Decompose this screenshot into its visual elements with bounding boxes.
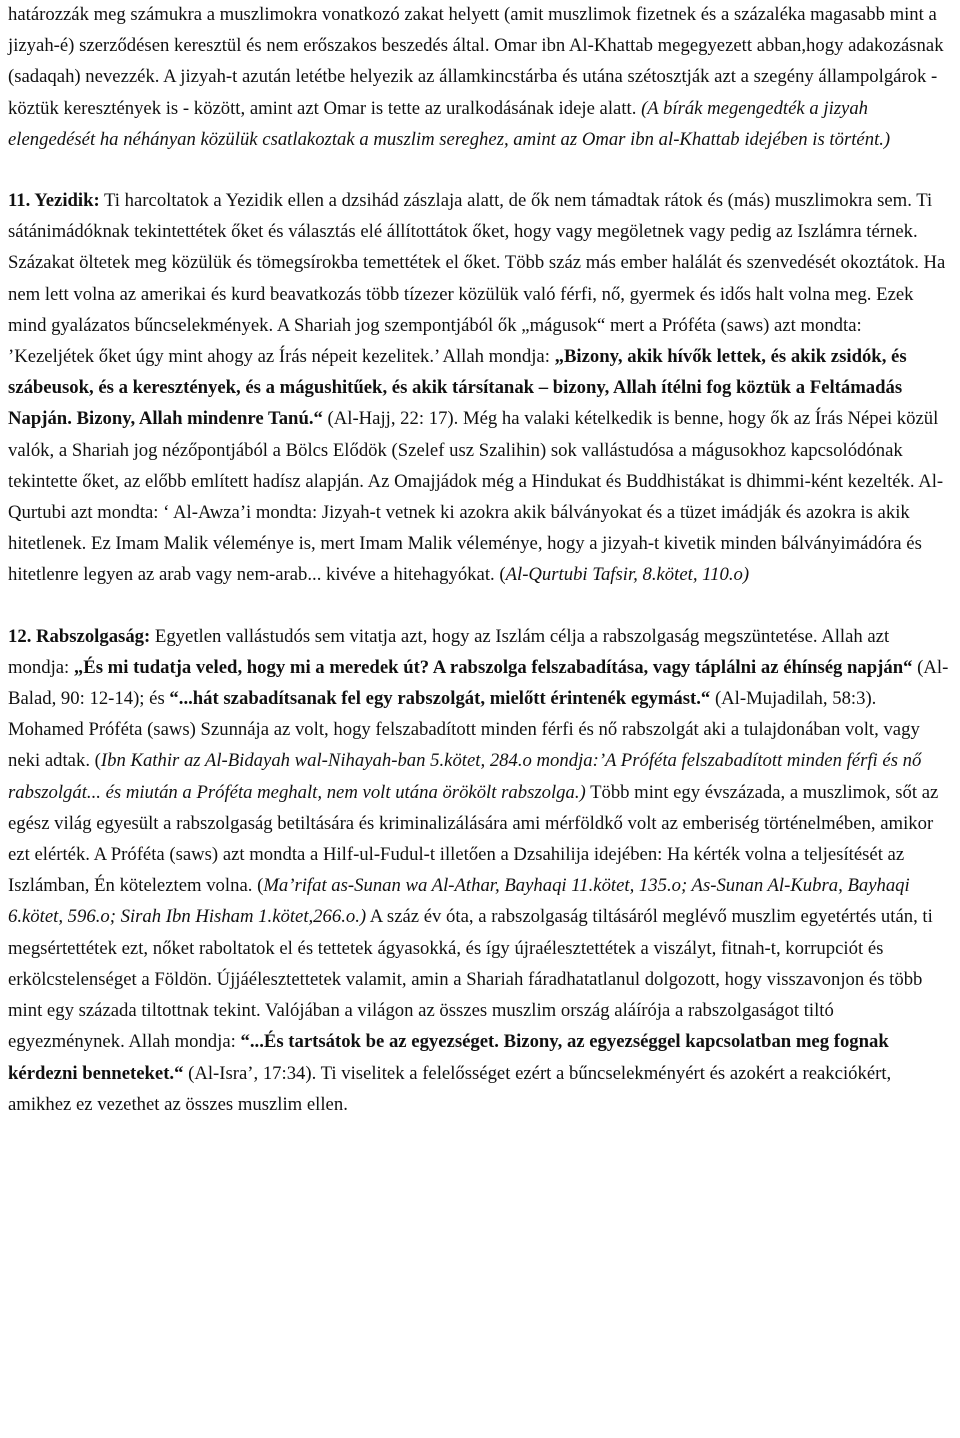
bold-text-run: „És mi tudatja veled, hogy mi a meredek út? A rabszolga felszabadítása, vagy táplálni az éhínség napján“ bbox=[73, 656, 913, 678]
text-run: Több mint egy évszázada, a muszlimok, sőt az egész világ egyesült a rabszolgaság betiltására és kriminalizálására ami mérföldkő volt az emberiség történelmében, amikor ezt elérték. A Próféta (saws) azt mondta a Hilf-ul-Fudul-t illetően a Dzsahilija idejében: Ha kérték volna a teljesítését az Iszlámban, Én köteleztem volna. ( bbox=[8, 781, 939, 897]
italic-text-run: Ibn Kathir az Al-Bidayah wal-Nihayah-ban 5.kötet, 284.o mondja:’A Próféta felszabadított minden férfi és nő rabszolgát... és miután a Próféta meghalt, nem volt utána örökölt rabszolga.) bbox=[8, 750, 922, 803]
bold-text-run: “...És tartsátok be az egyezséget. Bizony, az egyezséggel kapcsolatban meg fognak kérdezni benneteket.“ bbox=[8, 1031, 889, 1084]
text-run: (Al-Hajj, 22: 17). Még ha valaki kételkedik is benne, hogy ők az Írás Népei közül valók, a Shariah jog nézőpontjából a Bölcs Elődök (Szelef usz Szalihin) sok vallástudósa a mágusokhoz kapcsolódónak tekintette őket, az előbb említett hadísz alapján. Az Omajjádok még a Hindukat és Buddhistákat is dhimmi-ként kezelték. Al-Qurtubi azt mondta: ‘ Al-Awza’i mondta: Jizyah-t vetnek ki azokra akik bálványokat és a tüzet imádják és azokra is akik hitetlenek. Ez Imam Malik véleménye is, mert Imam Malik véleménye, hogy a jizyah-t kivetik minden bálványimádóra és hitetlenre legyen az arab vagy nem-arab... kivéve a hitehagyókat. ( bbox=[8, 408, 944, 586]
text-run: Ti harcoltatok a Yezidik ellen a dzsihád zászlaja alatt, de ők nem támadtak rátok és (más) muszlimokra sem. Ti sátánimádóknak tekintettétek őket és választás elé állítottátok őket, hogy vagy megöletnek vagy pedig az Iszlámra térnek. Százakat öltetek meg közülük és tömegsírokba temettétek el őket. Több száz más ember halálát és szenvedését okoztátok. Ha nem lett volna az amerikai és kurd beavatkozás több tízezer közülük való férfi, nő, gyermek és idős halt volna meg. Ezek mind gyalázatos bűncselekmények. A Shariah jog szempontjából ők „mágusok“ mert a Próféta (saws) azt mondta: ’Kezeljétek őket úgy mint ahogy az Írás népeit kezelitek.’ Allah mondja: bbox=[8, 190, 946, 368]
bold-text-run: 12. Rabszolgaság: bbox=[8, 625, 151, 647]
text-run: A száz év óta, a rabszolgaság tiltásáról meglévő muszlim egyetértés után, ti megsértettétek ezt, nőket raboltatok el és tettetek ágyasokká, és így újraélesztettétek a viszályt, fitnah-t, korrupciót és erkölcstelenséget a Földön. Újjáélesztettetek valamit, amin a Shariah fáradhatatlanul dolgozott, hogy visszavonjon és több mint egy százada tiltottnak tekint. Valójában a világon az összes muszlim ország aláírója a rabszolgaságot tiltó egyezménynek. Allah mondja: bbox=[8, 906, 933, 1053]
text-run: (Al-Isra’, 17:34). Ti viselitek a felelősséget ezért a bűncselekményért és azokért a reakciókért, amikhez ez vezethet az összes muszlim ellen. bbox=[8, 1062, 892, 1115]
italic-text-run: (A bírák megengedték a jizyah elengedését ha néhányan közülük csatlakoztak a muszlim sereghez, amint az Omar ibn al-Khattab idejében is történt.) bbox=[8, 97, 891, 150]
italic-text-run: Ma’rifat as-Sunan wa Al-Athar, Bayhaqi 11.kötet, 135.o; As-Sunan Al-Kubra, Bayhaqi 6.kötet, 596.o; Sirah Ibn Hisham 1.kötet,266.o.) bbox=[8, 875, 910, 928]
italic-text-run: Al-Qurtubi Tafsir, 8.kötet, 110.o) bbox=[505, 564, 750, 586]
paragraph-jizyah-continuation bbox=[8, 0, 952, 155]
text-run: (Al-Balad, 90: 12-14); és bbox=[8, 656, 949, 710]
text-run: (Al-Mujadilah, 58:3). Mohamed Próféta (saws) Szunnája az volt, hogy felszabadított minden férfi és nő rabszolgát aki a tulajdonában volt, vagy neki adtak. ( bbox=[8, 688, 920, 772]
paragraph-11-yezidik bbox=[8, 185, 952, 591]
text-run: határozzák meg számukra a muszlimokra vonatkozó zakat helyett (amit muszlimok fizetnek és a százaléka magasabb mint a jizyah-é) szerződésen keresztül és nem erőszakos beszedés által. Omar ibn Al-Khattab megegyezett abban,hogy adakozásnak (sadaqah) nevezzék. A jizyah-t azután letétbe helyezik az államkincstárba és utána szétosztják azt a szegény állampolgárok - köztük keresztények is - között, amint azt Omar is tette az uralkodásának ideje alatt. bbox=[8, 4, 944, 119]
bold-text-run: „Bizony, akik hívők lettek, és akik zsidók, és szábeusok, és a keresztények, és a mágushitűek, és akik társítanak – bizony, Allah ítélni fog köztük a Feltámadás Napján. Bizony, Allah mindenre Tanú.“ bbox=[8, 346, 907, 430]
text-run: Egyetlen vallástudós sem vitatja azt, hogy az Iszlám célja a rabszolgaság megszüntetése. Allah azt mondja: bbox=[8, 625, 890, 678]
bold-text-run: 11. Yezidik: bbox=[8, 190, 100, 212]
paragraph-12-rabszolgasag bbox=[8, 621, 952, 1120]
bold-text-run: “...hát szabadítsanak fel egy rabszolgát, mielőtt érintenék egymást.“ bbox=[169, 688, 711, 710]
